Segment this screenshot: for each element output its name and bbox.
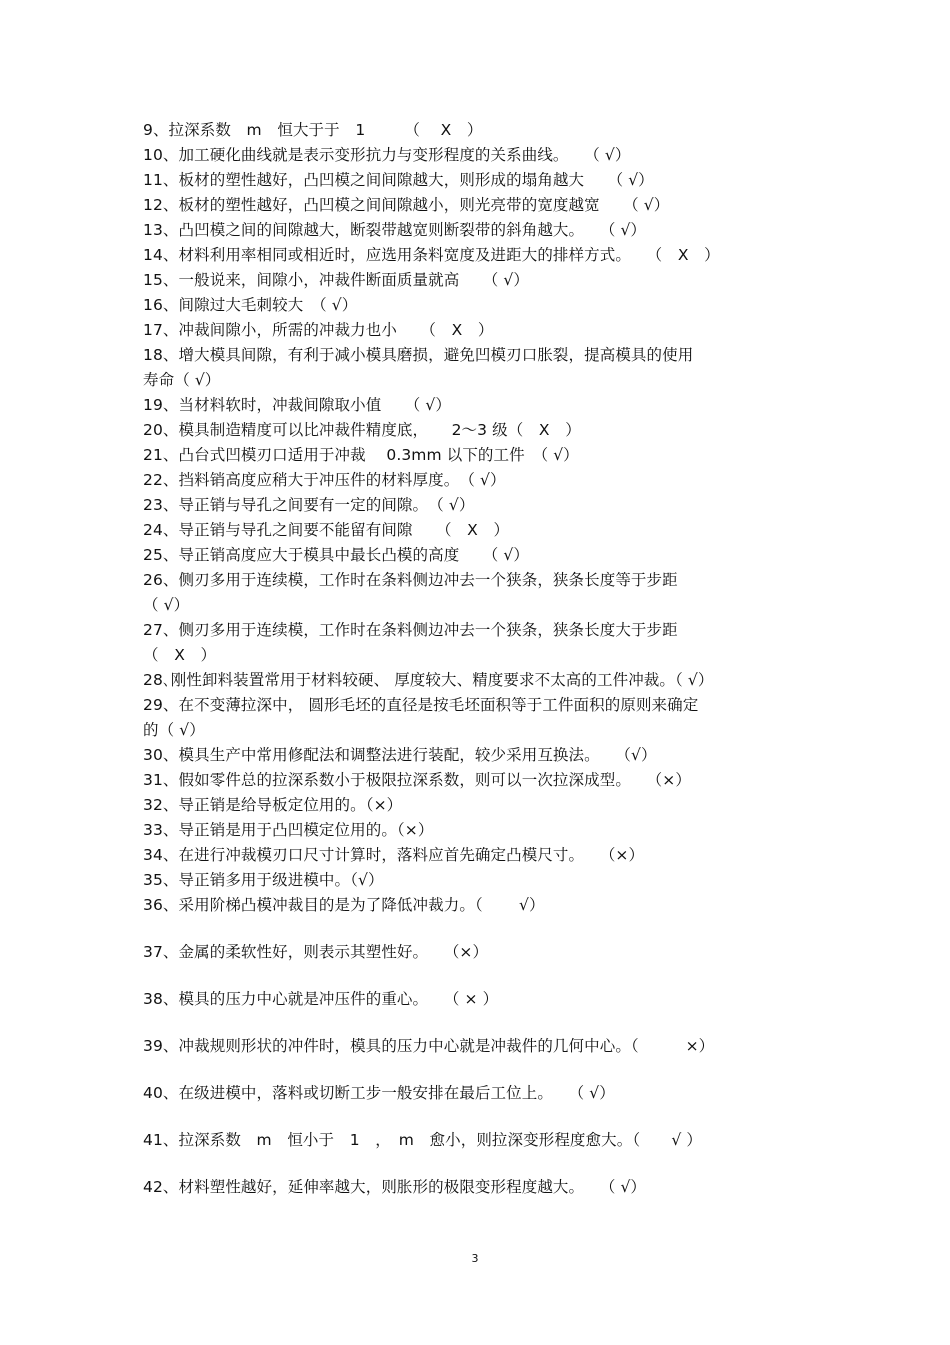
question-line: 35、导正销多用于级进模中。（√）: [143, 871, 384, 889]
question-line: 25、导正销高度应大于模具中最长凸模的高度 （ √）: [143, 546, 529, 564]
question-line-continuation: （ √）: [143, 596, 190, 614]
question-line: 13、凸凹模之间的间隙越大，断裂带越宽则断裂带的斜角越大。 （ √）: [143, 221, 647, 239]
question-line: 30、模具生产中常用修配法和调整法进行装配，较少采用互换法。 （√）: [143, 746, 657, 764]
question-line: 12、板材的塑性越好，凸凹模之间间隙越小，则光亮带的宽度越宽 （ √）: [143, 196, 670, 214]
question-line: 40、在级进模中，落料或切断工步一般安排在最后工位上。 （ √）: [143, 1084, 615, 1102]
question-line: 16、间隙过大毛刺较大 （ √）: [143, 296, 358, 314]
question-line: 33、导正销是用于凸凹模定位用的。（×）: [143, 821, 434, 839]
question-line: 39、冲裁规则形状的冲件时，模具的压力中心就是冲裁件的几何中心。（ ×）: [143, 1037, 715, 1055]
question-line: 14、材料利用率相同或相近时，应选用条料宽度及进距大的排样方式。 （ X ）: [143, 246, 720, 264]
question-line: 11、板材的塑性越好，凸凹模之间间隙越大，则形成的塌角越大 （ √）: [143, 171, 654, 189]
question-line: 34、在进行冲裁模刃口尺寸计算时，落料应首先确定凸模尺寸。 （×）: [143, 846, 645, 864]
question-line: 10、加工硬化曲线就是表示变形抗力与变形程度的关系曲线。 （ √）: [143, 146, 631, 164]
question-line: 32、导正销是给导板定位用的。（×）: [143, 796, 403, 814]
question-line: 26、侧刃多用于连续模，工作时在条料侧边冲去一个狭条，狭条长度等于步距: [143, 571, 678, 589]
question-line: 22、挡料销高度应稍大于冲压件的材料厚度。 （ √）: [143, 471, 506, 489]
question-list: [143, 118, 823, 1200]
question-line: 38、模具的压力中心就是冲压件的重心。 （ × ）: [143, 990, 499, 1008]
question-line: 37、金属的柔软性好，则表示其塑性好。 （×）: [143, 943, 489, 961]
page-number: 3: [471, 1252, 479, 1265]
question-line: 9、拉深系数 m 恒大于于 1 （ X ）: [143, 121, 483, 139]
question-line: 21、凸台式凹模刃口适用于冲裁 0.3mm 以下的工件 （ √）: [143, 446, 579, 464]
question-line: 31、假如零件总的拉深系数小于极限拉深系数，则可以一次拉深成型。 （×）: [143, 771, 691, 789]
question-line: 28､刚性卸料装置常用于材料较硬、 厚度较大、精度要求不太高的工件冲裁。（ √）: [143, 671, 714, 689]
question-line: 15、一般说来，间隙小，冲裁件断面质量就高 （ √）: [143, 271, 529, 289]
question-line: 29、在不变薄拉深中， 圆形毛坯的直径是按毛坯面积等于工件面积的原则来确定: [143, 696, 699, 714]
question-line: 18、增大模具间隙，有利于减小模具磨损，避免凹模刃口胀裂，提高模具的使用: [143, 346, 694, 364]
question-line: 24、导正销与导孔之间要不能留有间隙 （ X ）: [143, 521, 510, 539]
question-line: 42、材料塑性越好，延伸率越大，则胀形的极限变形程度越大。 （ √）: [143, 1178, 647, 1196]
question-line: 19、当材料软时，冲裁间隙取小值 （ √）: [143, 396, 451, 414]
question-line: 23、导正销与导孔之间要有一定的间隙。 （ √）: [143, 496, 475, 514]
question-line: 36、采用阶梯凸模冲裁目的是为了降低冲裁力。（ √）: [143, 896, 545, 914]
question-line: 27、侧刃多用于连续模，工作时在条料侧边冲去一个狭条，狭条长度大于步距: [143, 621, 678, 639]
question-line-continuation: 寿命（ √）: [143, 371, 221, 389]
question-line: 20、模具制造精度可以比冲裁件精度底， 2～3 级（ X ）: [143, 421, 581, 439]
question-line-continuation: （ X ）: [143, 646, 217, 664]
question-line: 17、冲裁间隙小，所需的冲裁力也小 （ X ）: [143, 321, 494, 339]
question-line: 41、拉深系数 m 恒小于 1 ， m 愈小，则拉深变形程度愈大。（ √ ）: [143, 1131, 702, 1149]
question-line-continuation: 的（ √）: [143, 721, 205, 739]
